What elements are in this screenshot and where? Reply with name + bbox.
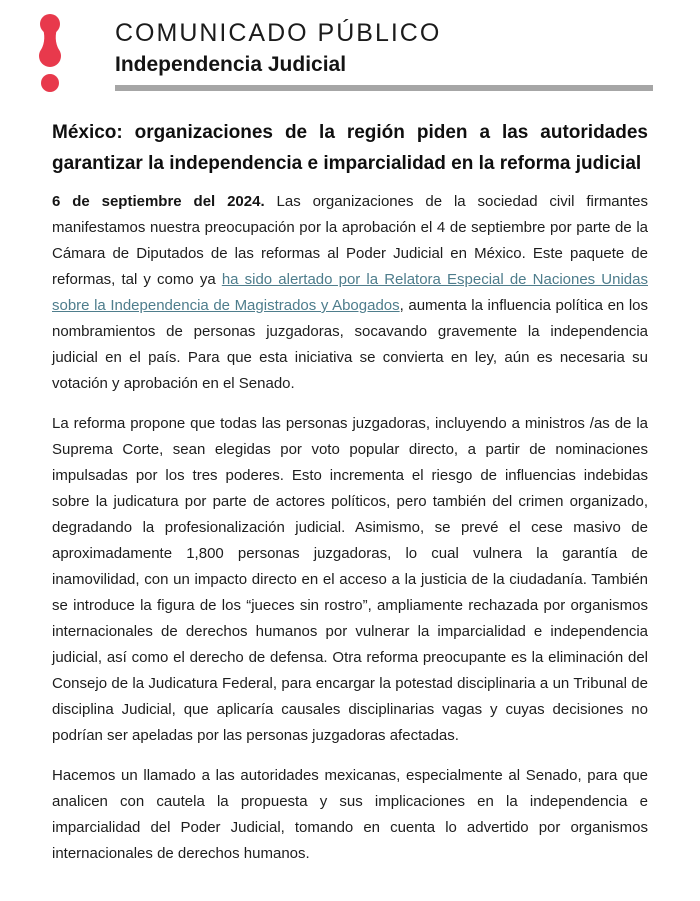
exclamation-logo-icon [30,12,70,92]
intro-text-after-link: , aumenta la influencia política en los nombramientos de personas juzgadoras, socavando gravemente la independencia judicial en el país. Para que esta iniciativa se convierta en ley, aún es necesaria su votación y aprobación en el Senado. [52,297,648,392]
intro-text-before-link: Las organizaciones de la sociedad civil firmantes manifestamos nuestra preocupación por la aprobación el 4 de septiembre por parte de la Cámara de Diputados de las reformas al Poder Judicial en México. Este paquete de reformas, tal y como ya [52,193,649,288]
masthead-text [115,18,653,91]
header-divider [115,85,653,91]
document-title: México: organizaciones de la región piden a las autoridades garantizar la independencia e imparcialidad en la reforma judicial [52,122,648,174]
date-lead: 6 de septiembre del 2024. [52,193,265,210]
masthead [0,0,700,91]
communique-type-heading: COMUNICADO PÚBLICO [115,19,442,47]
logo-bottom-circle [39,45,61,67]
communique-subject-heading: Independencia Judicial [115,53,347,76]
document-body [0,117,700,867]
paragraph-reform-details: La reforma propone que todas las personas juzgadoras, incluyendo a ministros /as de la Suprema Corte, sean elegidas por voto popular directo, a partir de nominaciones impulsadas por los tres poderes. Esto incrementa el riesgo de influencias indebidas sobre la judicatura por parte de actores políticos, pero también del crimen organizado, degradando la profesionalización judicial. Asimismo, se prevé el cese masivo de aproximadamente 1,800 personas juzgadoras, lo cual vulnera la garantía de inamovilidad, con un impacto directo en el acceso a la justicia de la ciudadanía. También se introduce la figura de los “jueces sin rostro”, ampliamente rechazada por organismos internacionales de derechos humanos por vulnerar la imparcialidad e independencia judicial, así como el derecho de defensa. Otra reforma preocupante es la eliminación del Consejo de la Judicatura Federal, para encargar la potestad disciplinaria a un Tribunal de disciplina Judicial, que aplicaría causales disciplinarias vagas y cuyas decisiones no podrían ser apeladas por las personas juzgadoras afectadas. [52,415,648,744]
paragraph-call-to-action: Hacemos un llamado a las autoridades mexicanas, especialmente al Senado, para que analicen con cautela la propuesta y sus implicaciones en la independencia e imparcialidad del Poder Judicial, tomando en cuenta lo advertido por organismos internacionales de derechos humanos. [52,767,648,862]
paragraph-intro [52,189,648,397]
logo-dot [41,74,59,92]
relatora-especial-link[interactable]: ha sido alertado por la Relatora Especial de Naciones Unidas sobre la Independencia de Magistrados y Abogados [52,271,648,314]
